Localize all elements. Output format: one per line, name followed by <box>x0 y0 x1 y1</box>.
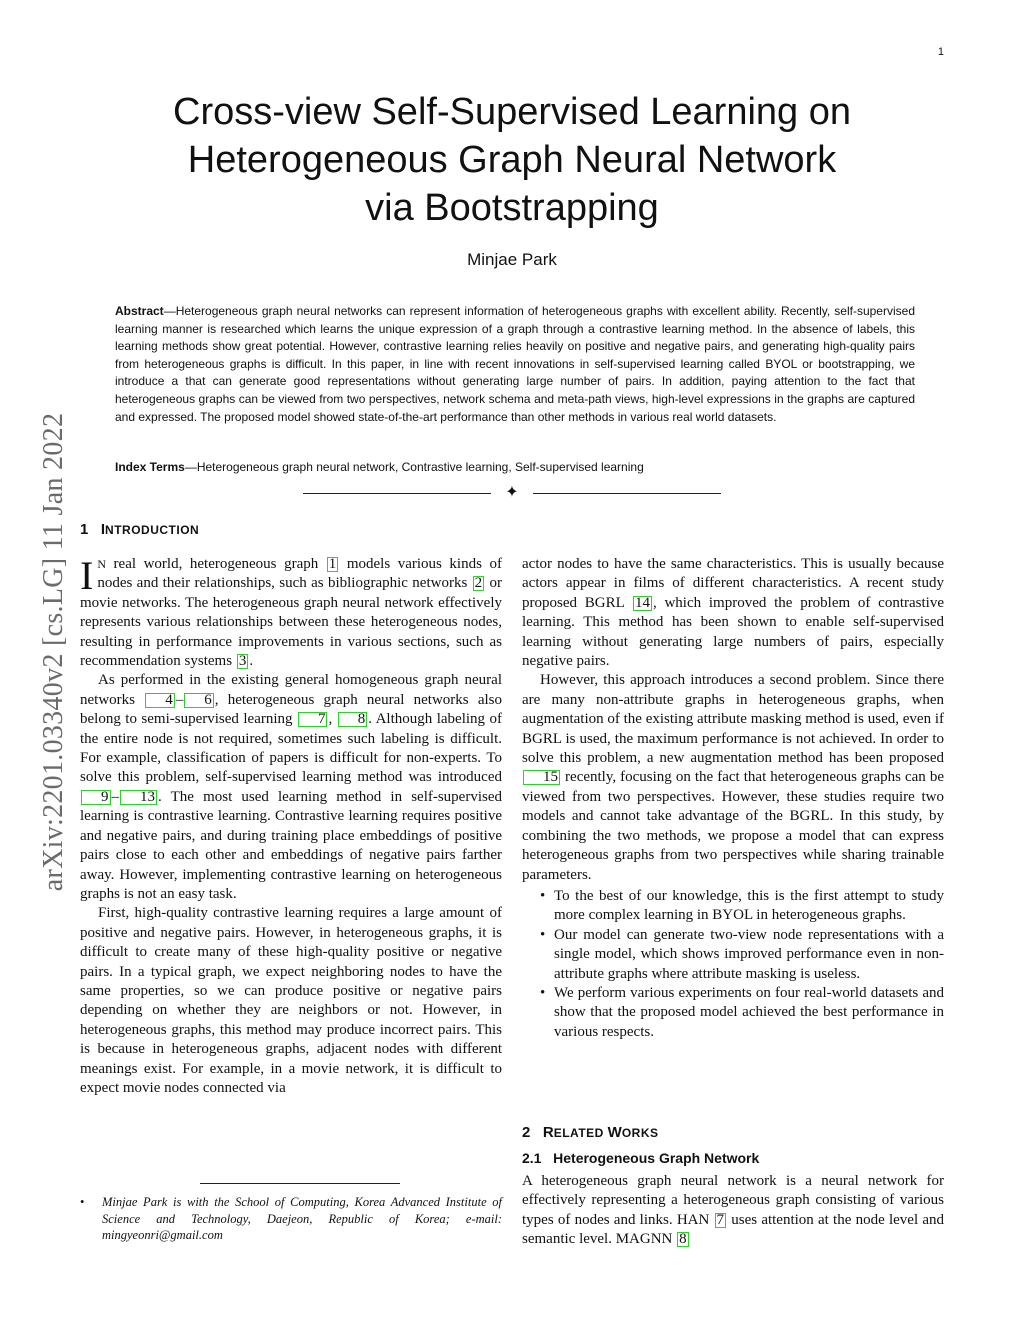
citation-link[interactable]: 2 <box>474 575 483 592</box>
index-terms-text: —Heterogeneous graph neural network, Contrastive learning, Self-supervised learning <box>184 460 644 474</box>
abstract-text: —Heterogeneous graph neural networks can represent information of heterogeneous graphs with excellent ability. Recently, self-supervised learning manner is researched which learns the unique expression of a graph through a contrastive learning method. In the absence of labels, this learning methods show great potential. However, contrastive learning relies heavily on positive and negative pairs, and generating high-quality pairs from heterogeneous graphs is difficult. In this paper, in line with recent innovations in self-supervised learning called BYOL or bootstrapping, we introduce a that can generate good representations without generating large number of pairs. In addition, paying attention to the fact that heterogeneous graphs can be viewed from two perspectives, network schema and meta-path views, high-level expressions in the graphs are captured and expressed. The proposed model showed state-of-the-art performance than other methods in various real world datasets. <box>115 304 915 424</box>
list-item: • Our model can generate two-view node representations with a single model, which shows improved performance even in non-attribute graphs where attribute masking is useless. <box>522 926 944 984</box>
index-terms-label: Index Terms <box>115 460 185 474</box>
related-works-body <box>522 1172 944 1250</box>
footnote-rule <box>200 1183 400 1184</box>
footnote-bullet: • <box>80 1195 85 1209</box>
citation-link[interactable]: 8 <box>679 1231 687 1248</box>
right-column <box>522 555 944 1042</box>
contributions-list <box>522 887 944 1042</box>
citation-link[interactable]: 9 <box>81 790 111 805</box>
title-line-3: via Bootstrapping <box>365 187 659 229</box>
intro-paragraph-5: However, this approach introduces a second problem. Since there are many non-attribute graphs in heterogeneous graphs, when augmentation of the existing attribute masking method is used, even if BGRL is used, the maximum performance is not achieved. In order to solve this problem, a new augmentation method has been proposed 15 recently, focusing on the fact that heterogeneous graphs can be viewed from two perspectives. However, these studies require two models and cannot take advantage of the BGRL. In this study, by combining the two methods, we propose a model that can express heterogeneous graphs from two perspectives while sharing trainable parameters. <box>522 672 944 883</box>
section-heading-introduction: 1 INTRODUCTION <box>80 521 200 538</box>
title-line-2: Heterogeneous Graph Neural Network <box>187 139 837 181</box>
ornament-rule-left <box>303 493 491 494</box>
intro-paragraph-4: actor nodes to have the same characteristics. This is usually because actors appear in films of different characteristics. A recent study proposed BGRL 14 , which improved the problem of contrastive learning. This method has been shown to enable self-supervised learning without generating large numbers of pairs, especially negative pairs. <box>522 556 944 670</box>
subsection-number: 2.1 <box>522 1150 542 1166</box>
citation-link[interactable]: 4 <box>145 693 175 708</box>
citation-link[interactable]: 13 <box>120 790 157 805</box>
footnote-text: Minjae Park is with the School of Computing, Korea Advanced Institute of Science and Technology, Daejeon, Republic of Korea; e-mail: mingyeonri@gmail.com <box>102 1195 502 1242</box>
author-name: Minjae Park <box>467 250 557 269</box>
intro-paragraph-3: First, high-quality contrastive learning requires a large amount of positive and negative pairs. However, in heterogeneous graphs, it is difficult to create many of these high-quality positive or negative pairs. In a typical graph, we expect neighboring nodes to have the same properties, so we can produce positive or negative pairs depending on whether they are neighbors or not. However, in heterogeneous graphs, this method may produce incorrect pairs. This is because in heterogeneous graphs, adjacent nodes with different meanings exist. For example, in a movie network, it is difficult to expect movie nodes connected via <box>80 905 502 1096</box>
drop-cap: I <box>80 553 94 598</box>
paper-title <box>0 88 1024 232</box>
subsection-heading-heterogeneous-graph-network <box>522 1150 759 1166</box>
abstract-label: Abstract <box>115 304 164 318</box>
intro-paragraph-2: As performed in the existing general homogeneous graph neural networks 4 – 6 , heterogeneous graph neural networks also belong to semi-supervised learning 7 , 8 . Although labeling of the entire node is not required, sometimes such labeling is difficult. For example, classification of papers is difficult for non-experts. To solve this problem, self-supervised learning method was introduced 9 – 13 . The most used learning method in self-supervised learning is contrastive learning. Contrastive learning requires positive and negative pairs, and during training place embeddings of positive pairs close to each other and embeddings of negative pairs farther away. However, implementing contrastive learning on heterogeneous graphs is not an easy task. <box>80 672 503 902</box>
ornament-star-icon: ✦ <box>505 484 519 501</box>
author-affiliation-footnote <box>80 1194 502 1244</box>
subsection-title: Heterogeneous Graph Network <box>553 1150 760 1166</box>
citation-link[interactable]: 8 <box>338 712 368 727</box>
citation-link[interactable]: 3 <box>238 653 247 670</box>
citation-link[interactable]: 1 <box>328 556 337 572</box>
intro-paragraph-1: I N real world, heterogeneous graph 1 models various kinds of nodes and their relationships, such as bibliographic networks 2 or movie networks. The heterogeneous graph neural network effectively represents various relationships between these heterogeneous nodes, resulting in performance improvements in various sections, such as recommendation systems 3 . <box>80 553 502 670</box>
citation-link[interactable]: 14 <box>634 594 650 611</box>
related-works-paragraph-1: A heterogeneous graph neural network is a neural network for effectively representing a heterogeneous graph consisting of various types of nodes and links. HAN 7 uses attention at the node level and semantic level. MAGNN 8 <box>522 1173 945 1248</box>
list-item: • We perform various experiments on four real-world datasets and show that the proposed model achieved the best performance in various respects. <box>522 984 944 1042</box>
ornament-rule-right <box>533 493 721 494</box>
section-heading-related-works: 2 RELATED WORKS <box>522 1124 659 1141</box>
list-item: • To the best of our knowledge, this is the first attempt to study more complex learning in BYOL in heterogeneous graphs. <box>522 887 944 926</box>
abstract <box>115 303 915 426</box>
left-column <box>80 555 502 1098</box>
section-number: 2 <box>522 1124 531 1141</box>
section-number: 1 <box>80 521 89 538</box>
title-line-1: Cross-view Self-Supervised Learning on <box>173 91 851 133</box>
citation-link[interactable]: 15 <box>523 770 560 785</box>
index-terms <box>115 459 915 476</box>
citation-link[interactable]: 7 <box>716 1211 725 1228</box>
citation-link[interactable]: 7 <box>298 712 328 727</box>
page-number: 1 <box>937 46 944 58</box>
arxiv-identifier-stamp: arXiv:2201.03340v2 [cs.LG] 11 Jan 2022 <box>38 412 69 892</box>
citation-link[interactable]: 6 <box>184 693 214 708</box>
